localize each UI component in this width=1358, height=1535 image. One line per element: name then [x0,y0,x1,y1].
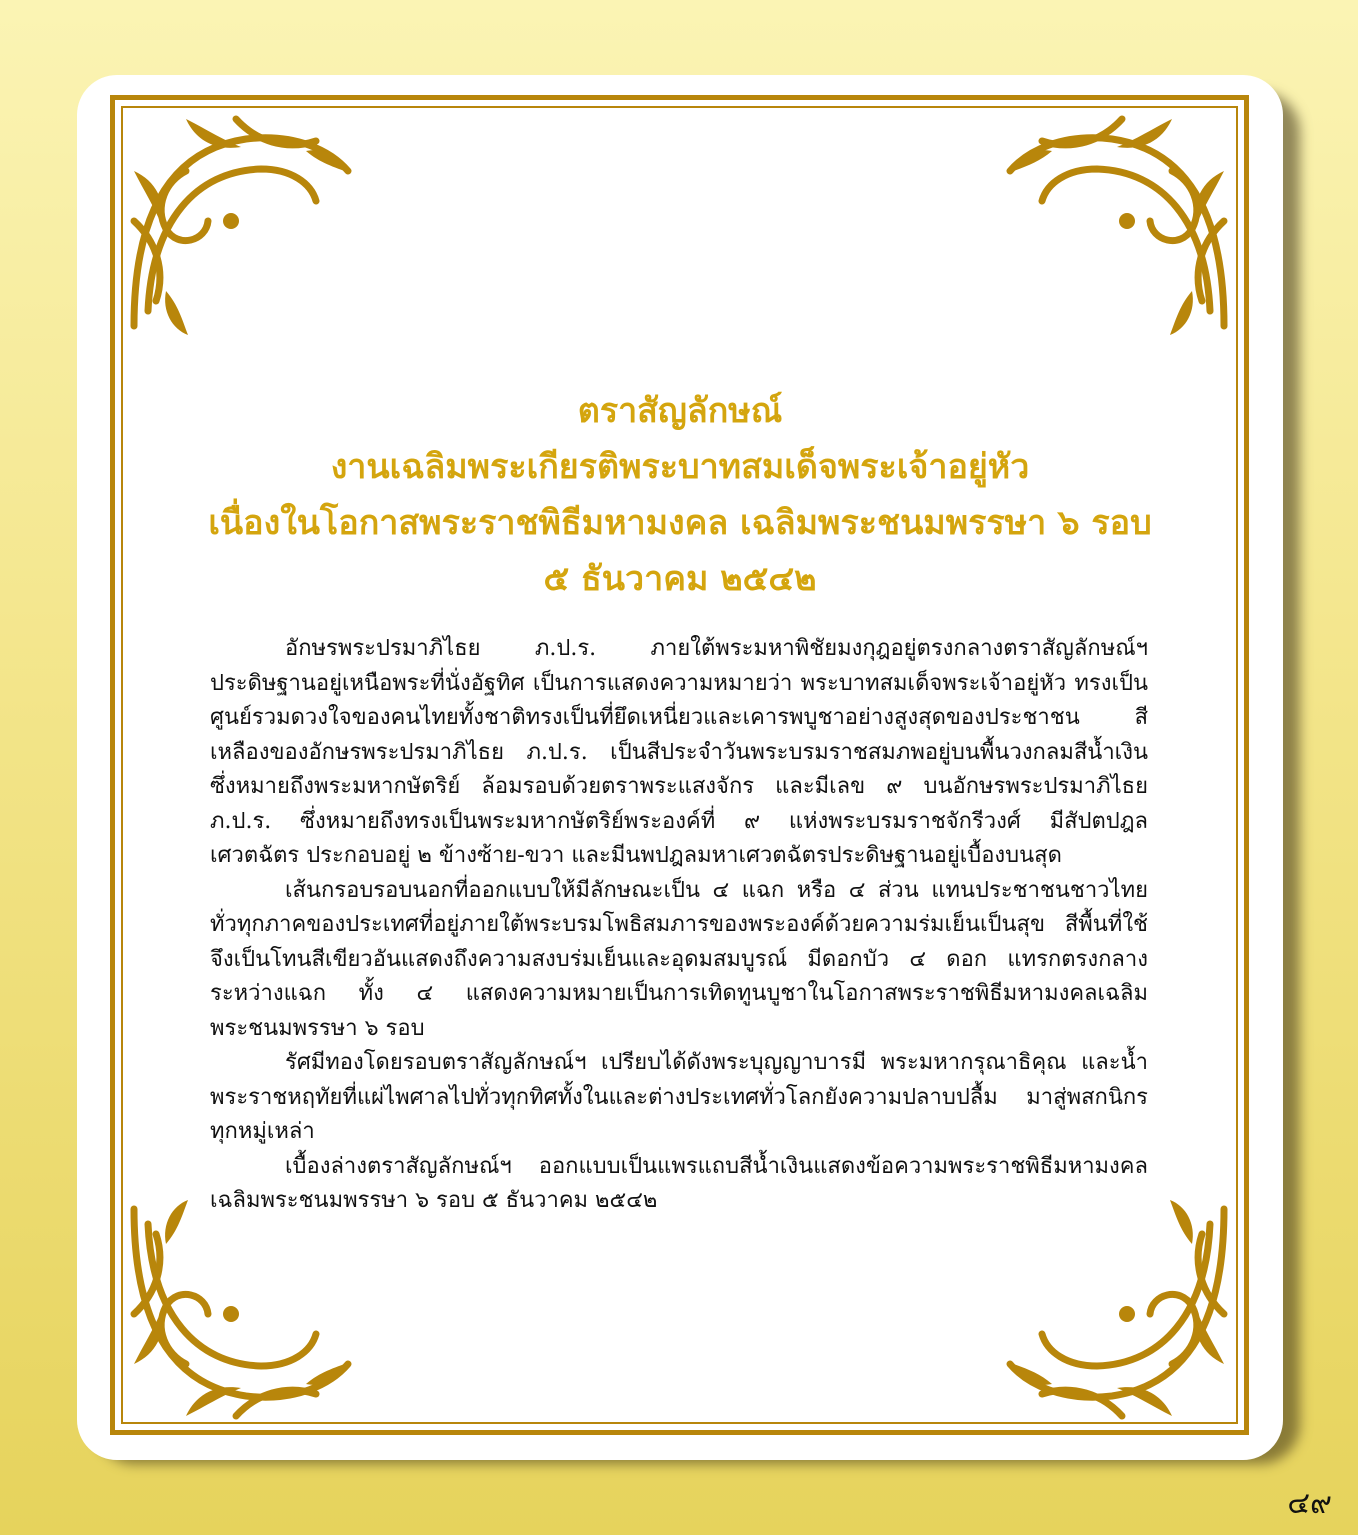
page-number: ๔๙ [1287,1486,1332,1521]
paragraph-emblem-center: อักษรพระปรมาภิไธย ภ.ป.ร. ภายใต้พระมหาพิชัยมงกุฎอยู่ตรงกลางตราสัญลักษณ์ฯ ประดิษฐานอยู่เหนือพระที่นั่งอัฐทิศ เป็นการแสดงความหมายว่า พระบาทสมเด็จพระเจ้าอยู่หัว ทรงเป็นศูนย์รวมดวงใจของคนไทยทั้งชาติทรงเป็นที่ยึดเหนี่ยวและเคารพบูชาอย่างสูงสุดของประชาชน สีเหลืองของอักษรพระปรมาภิไธย ภ.ป.ร. เป็นสีประจำวันพระบรมราชสมภพอยู่บนพื้นวงกลมสีน้ำเงิน ซึ่งหมายถึงพระมหากษัตริย์ ล้อมรอบด้วยตราพระแสงจักร และมีเลข ๙ บนอักษรพระปรมาภิไธย ภ.ป.ร. ซึ่งหมายถึงทรงเป็นพระมหากษัตริย์พระองค์ที่ ๙ แห่งพระบรมราชจักรีวงศ์ มีสัปตปฎลเศวตฉัตร ประกอบอยู่ ๒ ข้างซ้าย-ขวา และมีนพปฎลมหาเศวตฉัตรประดิษฐานอยู่เบื้องบนสุด [210,636,1148,868]
document-title [160,383,1200,607]
body-text [210,632,1148,1219]
title-line-3: เนื่องในโอกาสพระราชพิธีมหามงคล เฉลิมพระชนมพรรษา ๖ รอบ [208,503,1152,543]
paragraph-ribbon: เบื้องล่างตราสัญลักษณ์ฯ ออกแบบเป็นแพรแถบสีน้ำเงินแสดงข้อความพระราชพิธีมหามงคล เฉลิมพระชนมพรรษา ๖ รอบ ๕ ธันวาคม ๒๕๔๒ [210,1153,1148,1213]
corner-flourish-top-right [1002,111,1232,341]
paragraph-golden-rays: รัศมีทองโดยรอบตราสัญลักษณ์ฯ เปรียบได้ดังพระบุญญาบารมี พระมหากรุณาธิคุณ และน้ำพระราชหฤทัยที่แผ่ไพศาลไปทั่วทุกทิศทั้งในและต่างประเทศทั่วโลกยังความปลาบปลื้ม มาสู่พสกนิกรทุกหมู่เหล่า [210,1050,1148,1144]
corner-flourish-top-left [126,111,356,341]
title-line-2: งานเฉลิมพระเกียรติพระบาทสมเด็จพระเจ้าอยู่หัว [330,447,1030,487]
corner-flourish-bottom-left [126,1194,356,1424]
title-line-1: ตราสัญลักษณ์ [577,391,783,431]
corner-flourish-bottom-right [1002,1194,1232,1424]
paragraph-outer-frame: เส้นกรอบรอบนอกที่ออกแบบให้มีลักษณะเป็น ๔ แฉก หรือ ๔ ส่วน แทนประชาชนชาวไทย ทั่วทุกภาคของประเทศที่อยู่ภายใต้พระบรมโพธิสมภารของพระองค์ด้วยความร่มเย็นเป็นสุข สีพื้นที่ใช้ จึงเป็นโทนสีเขียวอันแสดงถึงความสงบร่มเย็นและอุดมสมบูรณ์ มีดอกบัว ๔ ดอก แทรกตรงกลางระหว่างแฉก ทั้ง ๔ แสดงความหมายเป็นการเทิดทูนบูชาในโอกาสพระราชพิธีมหามงคลเฉลิมพระชนมพรรษา ๖ รอบ [210,877,1148,1041]
title-line-4: ๕ ธันวาคม ๒๕๔๒ [543,559,817,599]
